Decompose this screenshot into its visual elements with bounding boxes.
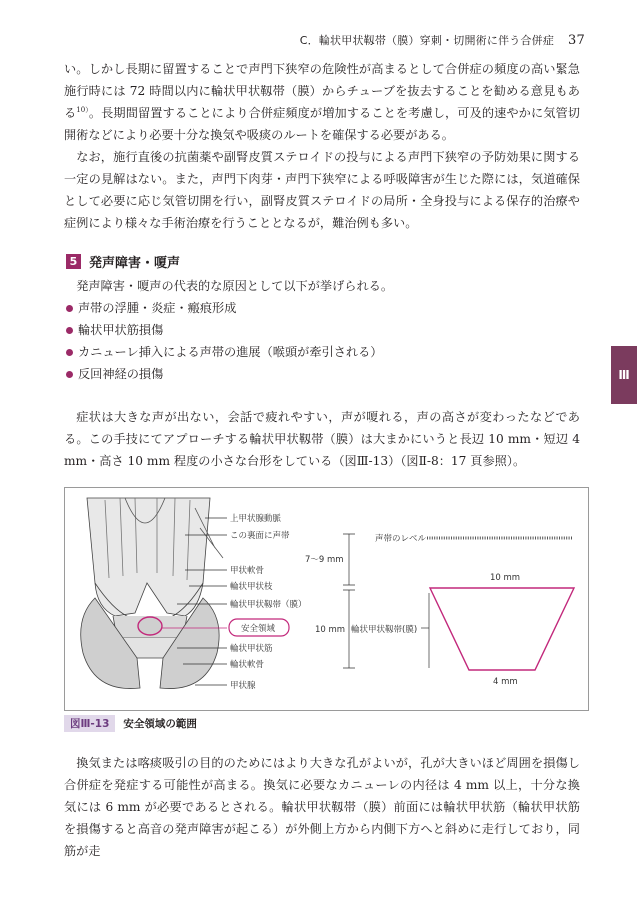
label-cricothyroid-muscle: 輪状甲状筋	[230, 644, 273, 654]
paragraph-4: 換気または喀痰吸引の目的のためにはより大きな孔がよいが，孔が大きいほど周囲を損傷し合併症を発症する可能性が高まる。換気に必要なカニューレの内径は 4 mm 以上，十分な換気には 6 mm が必要であるとされる。輪状甲状靱帯（膜）前面には輪状甲状筋（輪状甲状筋を損傷すると高音の発声障害が起こる）が外側上方から内側下方へと斜めに走行しており，同筋が走	[64, 756, 580, 858]
paragraph-1	[64, 58, 580, 146]
label-dist-10-height: 10 mm	[315, 625, 346, 635]
bullet-item: 反回神経の損傷	[64, 363, 580, 385]
paragraph-2: なお，施行直後の抗菌薬や副腎皮質ステロイドの投与による声門下狭窄の予防効果に関する一定の見解はない。また，声門下肉芽・声門下狭窄による呼吸障害が生じた際には，気道確保として必要に応じ気管切開を行い，副腎皮質ステロイドの局所・全身投与による保存的治療や症例により様々な手術治療を行うこととなるが，難治例も多い。	[64, 150, 580, 230]
figure-caption-text: 安全領域の範囲	[123, 718, 197, 730]
label-cricoid-cartilage: 輪状軟骨	[230, 660, 265, 670]
paragraph-3: 症状は大きな声が出ない，会話で疲れやすい，声が嗄れる，声の高さが変わったなどである。この手技にてアプローチする輪状甲状靱帯（膜）は大まかにいうと長辺 10 mm・短辺 4 mm・高さ 10 mm 程度の小さな台形をしている（図Ⅲ-13）（図Ⅱ-8：17 頁参照）。	[64, 410, 580, 468]
larynx-illustration	[81, 498, 223, 689]
label-cricothyroid-ligament: 輪状甲状靱帯（膜）	[230, 600, 307, 610]
section-number: 5	[66, 254, 81, 269]
body-top	[64, 58, 580, 234]
body-bottom	[64, 752, 580, 862]
label-thyroid-cartilage: 甲状軟骨	[230, 566, 265, 576]
running-header	[300, 32, 585, 48]
paragraph-1-b: 。長期間留置することにより合併症頻度が増加することを考慮し，可及的速やかに気管切開術などにより必要十分な換気や吸痰のルートを確保する必要がある。	[64, 106, 580, 142]
label-dist-7-9: 7〜9 mm	[305, 555, 344, 565]
bullet-item: 輪状甲状筋損傷	[64, 319, 580, 341]
bullet-list	[64, 297, 580, 385]
section-heading	[66, 252, 180, 271]
bullet-item: 声帯の浮腫・炎症・瘢痕形成	[64, 297, 580, 319]
label-trapezoid: 輪状甲状靱帯(膜)	[351, 625, 418, 635]
larynx-diagram	[65, 488, 588, 710]
figure-box	[64, 487, 589, 711]
label-thyroid-gland: 甲状腺	[230, 681, 256, 691]
reference-10: 10）	[76, 105, 89, 114]
dimension-lines	[343, 534, 429, 668]
label-sup-thyroid-artery: 上甲状腺動脈	[230, 514, 282, 524]
section-intro: 発声障害・嗄声の代表的な原因として以下が挙げられる。	[76, 279, 394, 293]
label-vocal-level: 声帯のレベル	[375, 534, 427, 544]
label-top-width: 10 mm	[490, 573, 521, 583]
section-title: 発声障害・嗄声	[89, 256, 181, 271]
label-bottom-width: 4 mm	[493, 677, 518, 687]
safe-zone-trapezoid	[430, 588, 574, 670]
label-safe-zone: 安全領域	[241, 624, 276, 634]
chapter-tab: Ⅲ	[611, 346, 637, 404]
label-cricothyroid-branch: 輪状甲状枝	[230, 582, 273, 592]
running-title: C．輪状甲状靱帯（膜）穿刺・切開術に伴う合併症	[299, 34, 555, 47]
label-vocal-cord-behind: この裏面に声帯	[230, 531, 290, 541]
paragraph-1-a: い。しかし長期に留置することで声門下狭窄の危険性が高まるとして合併症の頻度の高い緊急施行時には 72 時間以内に輪状甲状靱帯（膜）からチューブを抜去することを勧める意見もある	[64, 62, 580, 120]
page-number: 37	[568, 33, 585, 48]
figure-tag: 図Ⅲ-13	[64, 715, 115, 732]
figure-caption	[64, 715, 197, 732]
bullet-item: カニューレ挿入による声帯の進展（喉頭が牽引される）	[64, 341, 580, 363]
section-body	[64, 275, 580, 472]
